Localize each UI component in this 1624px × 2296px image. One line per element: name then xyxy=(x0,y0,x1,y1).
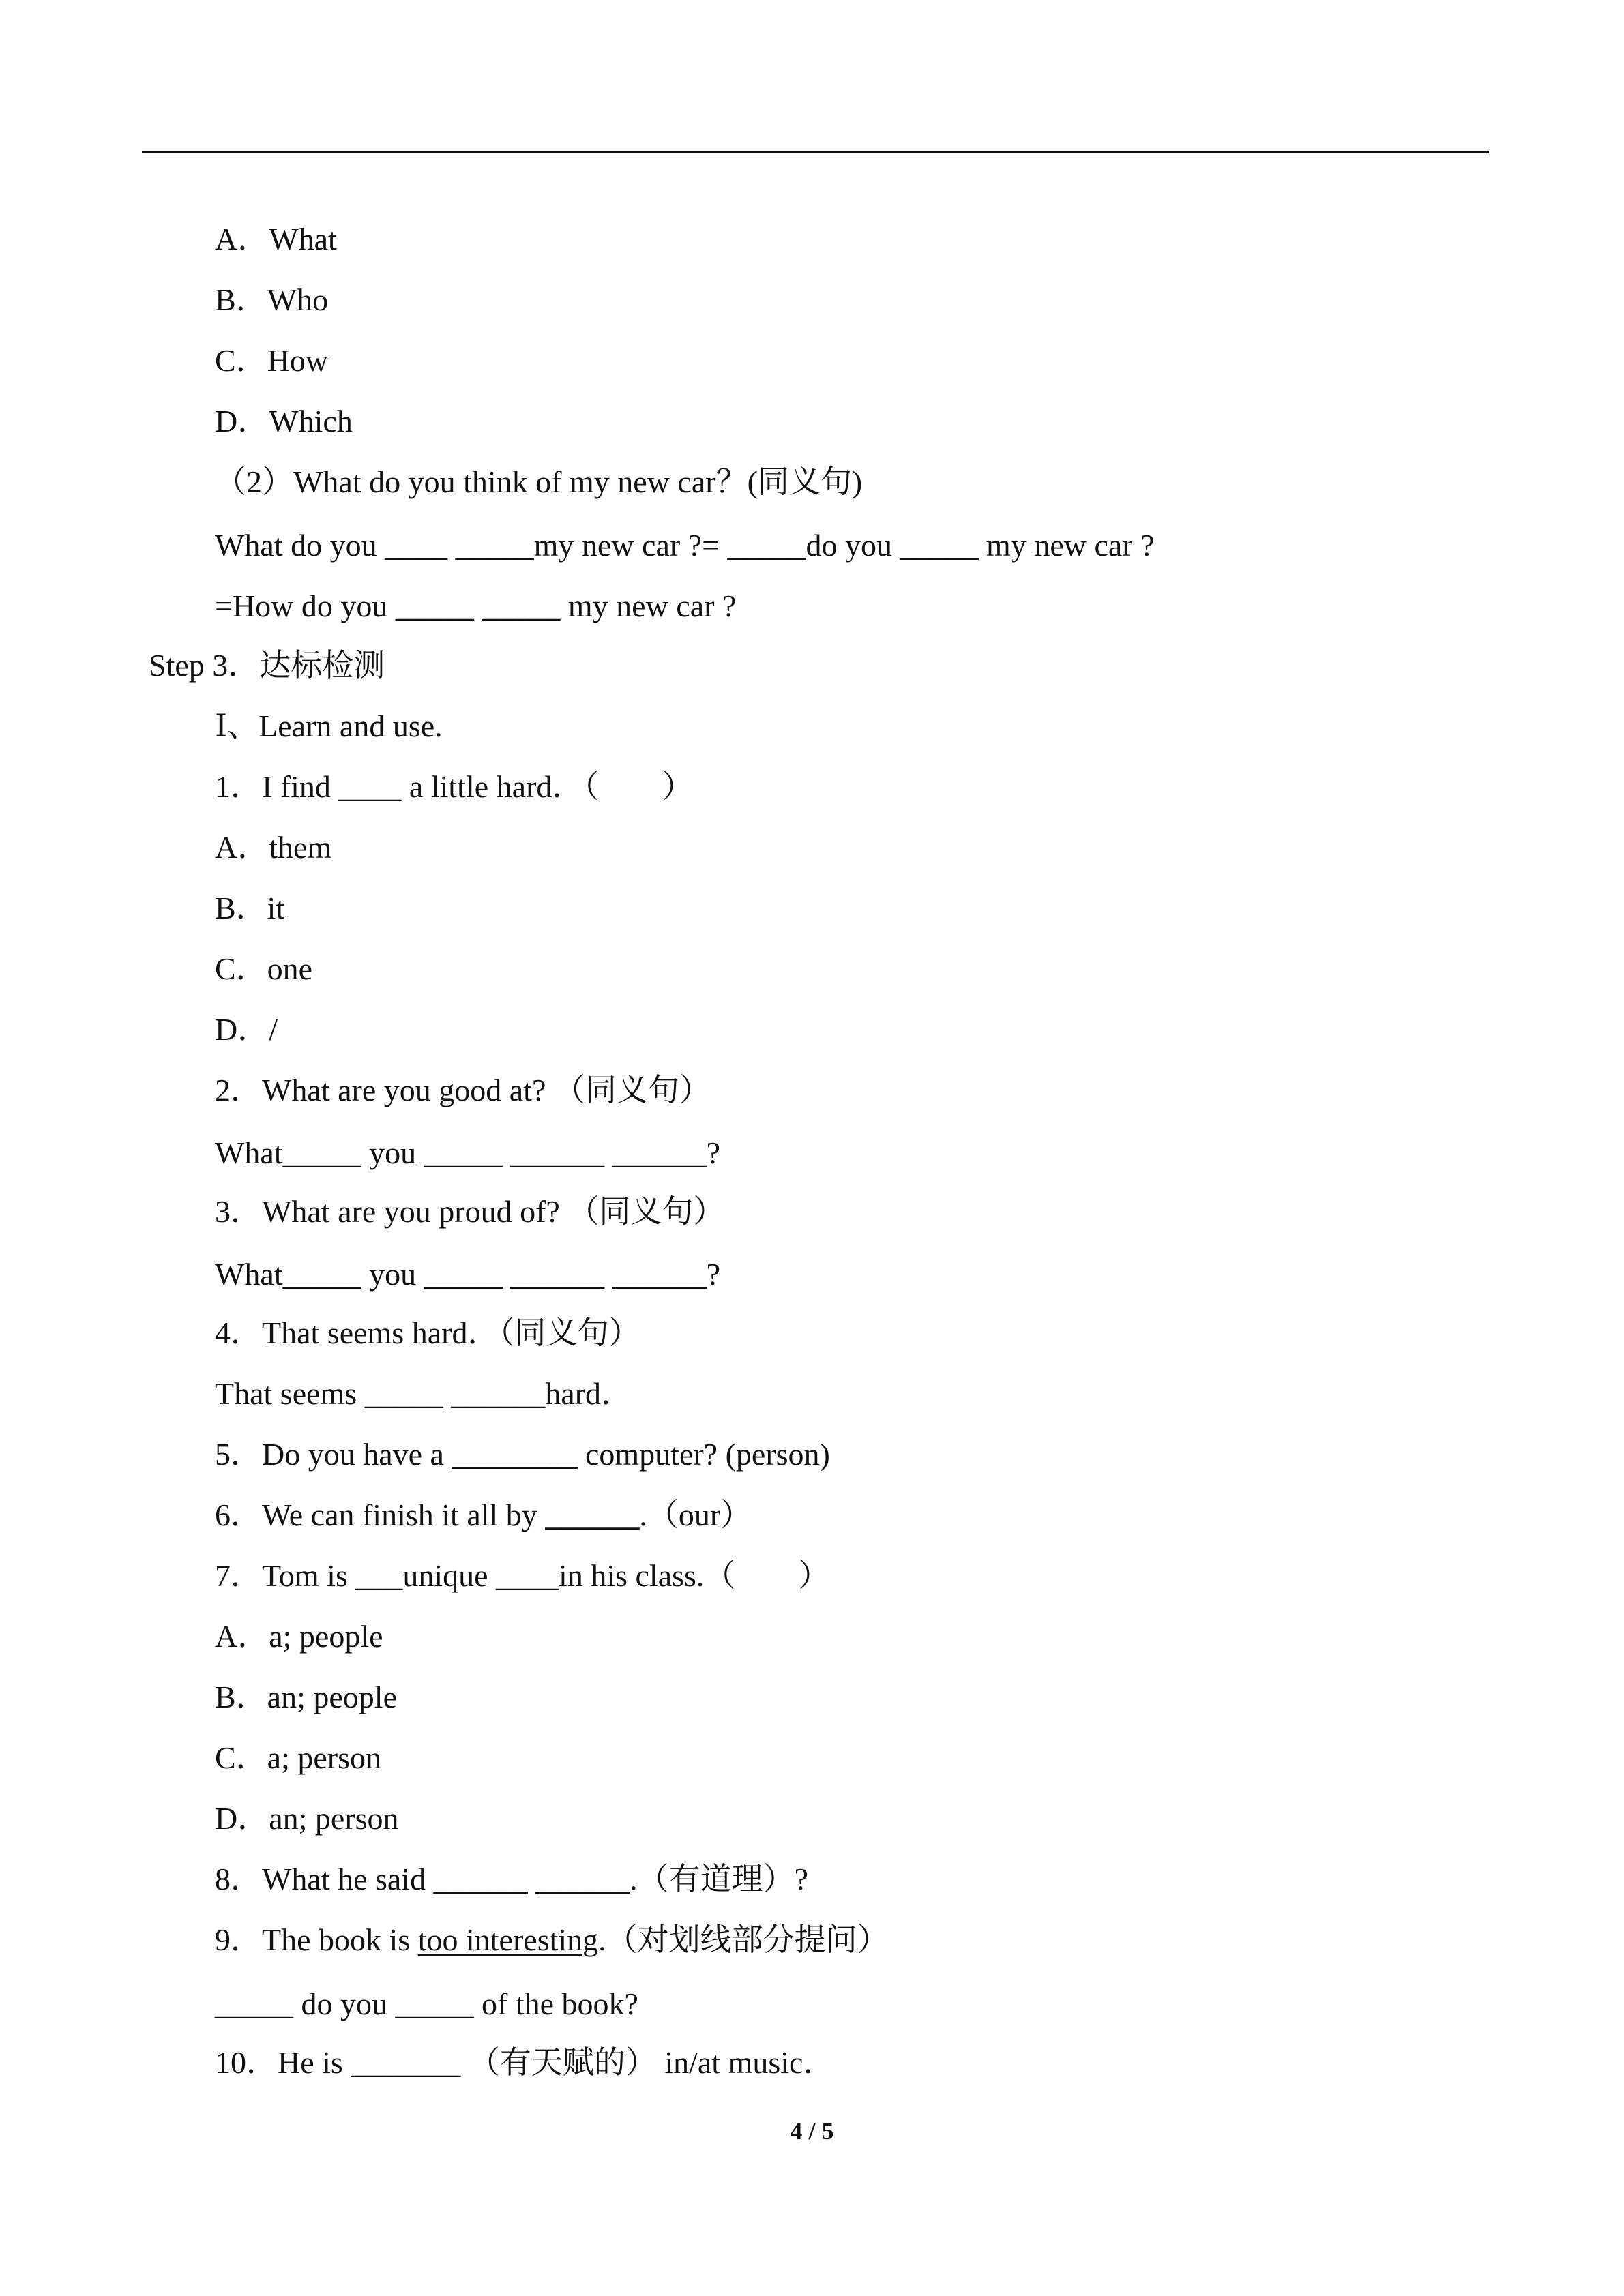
item-2-fill: What_____ you _____ ______ ______? xyxy=(215,1135,721,1170)
item-8: 8．What he said ______ ______.（有道理）? xyxy=(215,1862,809,1896)
item-7-option-d: D．an; person xyxy=(215,1801,399,1836)
question-2-fill-line-1: What do you ____ _____my new car ?= _____do you _____ my new car ? xyxy=(215,528,1155,563)
option-b: B．Who xyxy=(215,282,329,317)
item-9 xyxy=(215,1918,889,1963)
option-c: C．How xyxy=(215,343,329,378)
option-a: A．What xyxy=(215,222,337,256)
item-6-hint: .（our） xyxy=(639,1497,752,1532)
item-4: 4．That seems hard．（同义句） xyxy=(215,1315,640,1350)
item-1-option-a: A．them xyxy=(215,830,332,865)
item-4-fill: That seems _____ ______hard． xyxy=(215,1376,632,1411)
item-1-option-d: D．/ xyxy=(215,1012,278,1047)
item-10: 10．He is _______ （有天赋的） in/at music． xyxy=(215,2045,835,2080)
section-1-heading: Ⅰ、Learn and use. xyxy=(215,709,443,743)
page-number: 4 / 5 xyxy=(790,2117,834,2145)
item-1: 1．I find ____ a little hard．（ ） xyxy=(215,769,694,804)
item-1-option-b: B．it xyxy=(215,891,285,925)
item-7-option-c: C．a; person xyxy=(215,1740,382,1775)
item-3-fill: What_____ you _____ ______ ______? xyxy=(215,1257,721,1292)
item-6 xyxy=(215,1493,752,1538)
item-7-option-b: B．an; people xyxy=(215,1680,397,1714)
question-2-fill-line-2: =How do you _____ _____ my new car ? xyxy=(215,588,737,623)
item-9-text: 9．The book is xyxy=(215,1922,418,1957)
item-2: 2．What are you good at? （同义句） xyxy=(215,1073,711,1107)
header-rule xyxy=(142,151,1489,153)
step-3-heading: Step 3．达标检测 xyxy=(149,648,385,683)
item-7: 7．Tom is ___unique ____in his class.（ ） xyxy=(215,1558,830,1593)
question-2-prompt: （2）What do you think of my new car？(同义句) xyxy=(215,464,863,499)
option-d: D．Which xyxy=(215,404,353,438)
item-9-instruction: .（对划线部分提问） xyxy=(598,1922,889,1957)
item-7-option-a: A．a; people xyxy=(215,1619,383,1654)
item-6-text: 6．We can finish it all by xyxy=(215,1497,546,1532)
item-5: 5．Do you have a ________ computer? (person) xyxy=(215,1437,830,1472)
item-9-fill: _____ do you _____ of the book? xyxy=(215,1986,638,2021)
item-6-blank: ______ xyxy=(545,1497,640,1532)
item-9-underlined-phrase: too interesting xyxy=(417,1922,599,1957)
item-3: 3．What are you proud of? （同义句） xyxy=(215,1194,725,1229)
item-1-option-c: C．one xyxy=(215,951,313,986)
